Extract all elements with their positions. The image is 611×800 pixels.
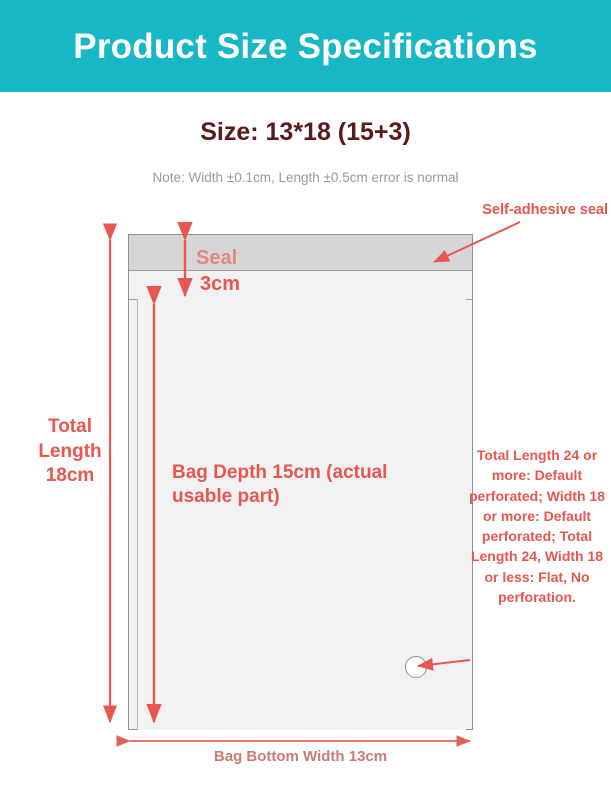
size-title: Size: 13*18 (15+3) — [200, 118, 411, 146]
page-title: Product Size Specifications — [73, 26, 538, 66]
page-header — [0, 0, 611, 92]
tolerance-note: Note: Width ±0.1cm, Length ±0.5cm error is normal — [152, 170, 459, 185]
self-adhesive-seal-label: Self-adhesive seal — [482, 202, 608, 218]
bag-depth-label: Bag Depth 15cm (actual usable part) — [172, 462, 388, 507]
bottom-width-label: Bag Bottom Width 13cm — [213, 748, 388, 765]
seal-dimension-label: 3cm — [200, 273, 241, 295]
total-length-line-2: Length — [38, 440, 102, 462]
vent-hole-icon — [405, 656, 427, 678]
seal-label: Seal — [196, 247, 238, 269]
bag-seal-flap — [129, 235, 472, 271]
total-length-label — [22, 415, 118, 489]
total-length-line-1: Total — [48, 416, 92, 437]
perforation-note: Total Length 24 or more: Default perforated; Width 18 or more: Default perforated; Total Length 24, Width 18 or less: Flat, No perforation. — [469, 447, 605, 606]
total-length-line-3: 18cm — [45, 465, 95, 487]
